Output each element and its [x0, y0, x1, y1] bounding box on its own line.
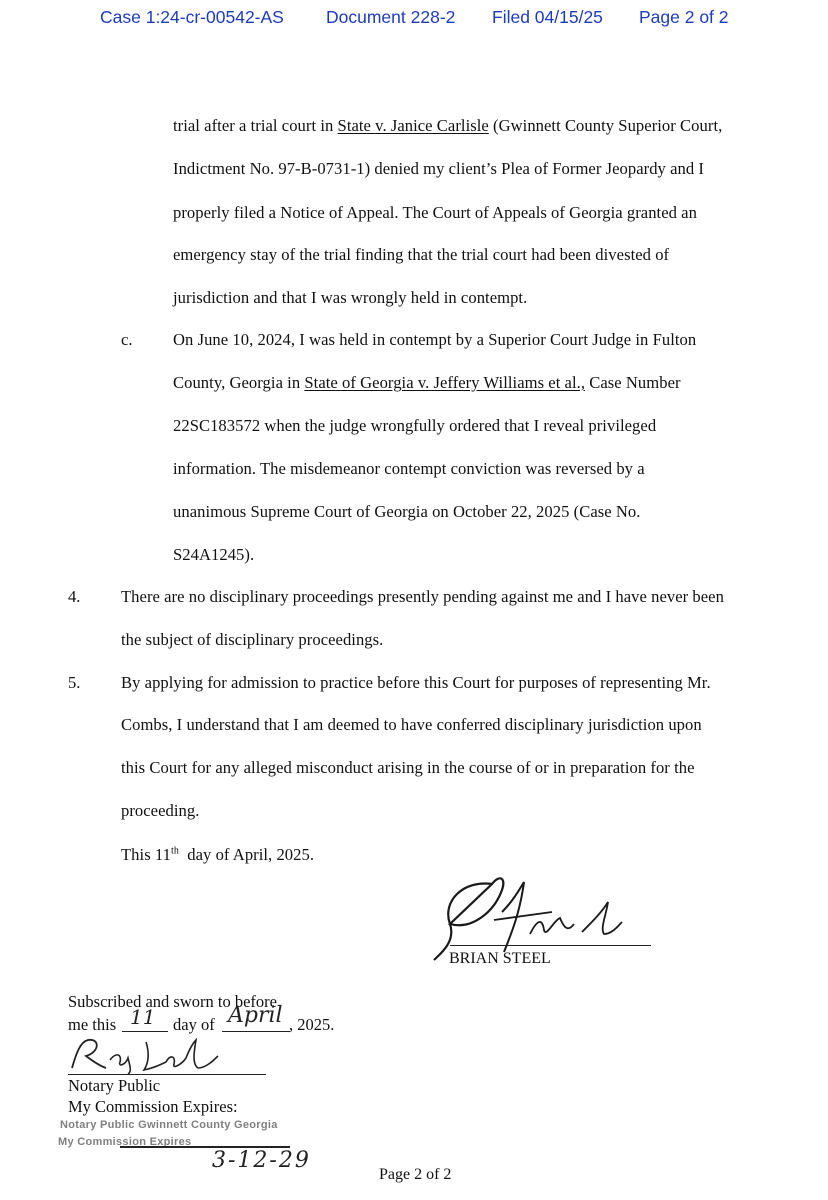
text-line: trial after a trial court in State v. Janice Carlisle (Gwinnett County Superior Court, [173, 116, 723, 135]
paragraph-label: c. [121, 330, 133, 349]
text-line: jurisdiction and that I was wrongly held in contempt. [173, 288, 528, 307]
ecf-header [0, 4, 828, 32]
commission-label: My Commission Expires: [68, 1097, 238, 1116]
text-line: County, Georgia in State of Georgia v. Jeffery Williams et al., Case Number [173, 373, 681, 392]
page-footer: Page 2 of 2 [379, 1166, 452, 1183]
jurat-day-of: day of [173, 1015, 215, 1034]
month-blank [222, 1031, 290, 1032]
commission-expiry-date: 3-12-29 [212, 1148, 311, 1173]
jurat-year: , 2025. [289, 1015, 335, 1034]
notary-signature [66, 1034, 226, 1076]
text-line: Indictment No. 97-B-0731-1) denied my client’s Plea of Former Jeopardy and I [173, 159, 704, 178]
text-line: On June 10, 2024, I was held in contempt by a Superior Court Judge in Fulton [173, 330, 697, 349]
case-number: Case 1:24-cr-00542-AS [100, 7, 284, 27]
attorney-signature [432, 872, 632, 962]
case-citation: State v. Janice Carlisle [337, 116, 489, 135]
text-line: emergency stay of the trial finding that the trial court had been divested of [173, 245, 670, 264]
text-line: the subject of disciplinary proceedings. [121, 630, 384, 649]
text-line: information. The misdemeanor contempt conviction was reversed by a [173, 459, 645, 478]
text-line: Combs, I understand that I am deemed to have conferred disciplinary jurisdiction upon [121, 715, 702, 734]
notary-stamp-line-1: Notary Public Gwinnett County Georgia [60, 1119, 278, 1131]
jurat-date-line: me this [68, 1015, 117, 1034]
filed-date: Filed 04/15/25 [492, 7, 603, 27]
text-line: this Court for any alleged misconduct arising in the course of or in preparation for the [121, 758, 695, 777]
case-citation: State of Georgia v. Jeffery Williams et al., [304, 373, 586, 392]
text-line: properly filed a Notice of Appeal. The Court of Appeals of Georgia granted an [173, 203, 697, 222]
text-line: There are no disciplinary proceedings presently pending against me and I have never been [121, 587, 724, 606]
attorney-name: BRIAN STEEL [449, 950, 551, 967]
text-line: proceeding. [121, 801, 200, 820]
day-blank [122, 1031, 168, 1032]
text-line: S24A1245). [173, 545, 255, 564]
signature-line [450, 945, 651, 946]
text-line: unanimous Supreme Court of Georgia on October 22, 2025 (Case No. [173, 502, 641, 521]
document-number: Document 228-2 [326, 7, 456, 27]
handwritten-month: April [228, 1003, 283, 1028]
execution-date: This 11th day of April, 2025. [121, 845, 315, 864]
notary-public-label: Notary Public [68, 1076, 161, 1095]
notary-stamp-line-2: My Commission Expires [58, 1136, 192, 1148]
text-line: By applying for admission to practice before this Court for purposes of representing Mr. [121, 673, 711, 692]
page-indicator: Page 2 of 2 [639, 7, 729, 27]
handwritten-day: 11 [130, 1005, 156, 1029]
paragraph-number: 5. [68, 673, 81, 692]
paragraph-number: 4. [68, 587, 81, 606]
text-line: 22SC183572 when the judge wrongfully ordered that I reveal privileged [173, 416, 657, 435]
notary-signature-line [68, 1074, 266, 1075]
notary-jurat: Subscribed and sworn to before [68, 992, 277, 1011]
